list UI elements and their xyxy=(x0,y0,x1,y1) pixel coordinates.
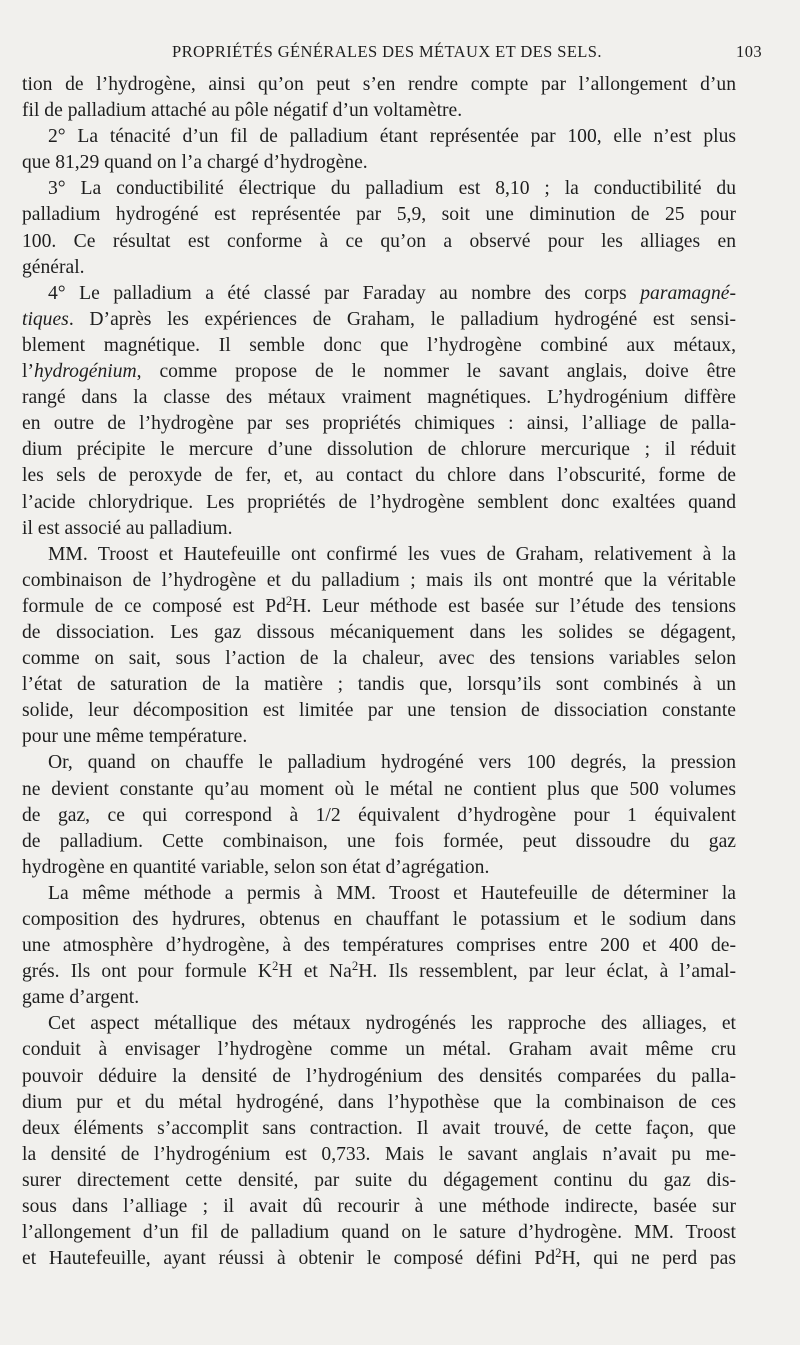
text-line: formule de ce composé est Pd$^2$H. Leur méthode est basée sur l’étude des tensions xyxy=(22,593,736,617)
text-line: combinaison de l’hydrogène et du palladium ; mais ils ont montré que la véritable xyxy=(22,569,736,591)
text-line: 3° La conductibilité électrique du palladium est 8,10 ; la conductibilité du xyxy=(48,178,736,200)
text-line: la densité de l’hydrogénium est 0,733. Mais le savant anglais n’avait pu me- xyxy=(22,1143,736,1165)
text-line: Or, quand on chauffe le palladium hydrogéné vers 100 degrés, la pression xyxy=(48,752,736,774)
text-line: une atmosphère d’hydrogène, à des températures comprises entre 200 et 400 de- xyxy=(22,935,736,957)
text-line: rangé dans la classe des métaux vraiment magnétiques. L’hydrogénium diffère xyxy=(22,387,736,409)
text-line: les sels de peroxyde de fer, et, au contact du chlore dans l’obscurité, forme de xyxy=(22,465,736,487)
text-line: game d’argent. xyxy=(22,987,140,1009)
text-line: hydrogène en quantité variable, selon son état d’agrégation. xyxy=(22,856,490,878)
text-line: de palladium. Cette combinaison, une fois formée, peut dissoudre du gaz xyxy=(22,830,736,852)
text-line: dium précipite le mercure d’une dissolution de chlorure mercurique ; il réduit xyxy=(22,439,736,461)
text-line: l’allongement d’un fil de palladium quand on le sature d’hydrogène. MM. Troost xyxy=(22,1222,736,1244)
page-header xyxy=(22,42,774,70)
text-line: dium pur et du métal hydrogéné, dans l’hypothèse que la combinaison de ces xyxy=(22,1091,736,1113)
text-line: deux éléments s’accomplit sans contraction. Il avait trouvé, de cette façon, que xyxy=(22,1117,736,1139)
text-line: solide, leur décomposition est limitée par une tension de dissociation constante xyxy=(22,700,736,722)
text-line: tion de l’hydrogène, ainsi qu’on peut s’en rendre compte par l’allongement d’un xyxy=(22,74,736,95)
text-line: 4° Le palladium a été classé par Faraday au nombre des corps paramagné- xyxy=(48,282,736,304)
text-line: l’état de saturation de la matière ; tandis que, lorsqu’ils sont combinés à un xyxy=(22,674,736,696)
text-line: fil de palladium attaché au pôle négatif d’un voltamètre. xyxy=(22,100,463,122)
text-line: général. xyxy=(22,256,85,278)
text-line: ne devient constante qu’au moment où le métal ne contient plus que 500 volumes xyxy=(22,778,736,800)
text-line: pouvoir déduire la densité de l’hydrogénium des densités comparées du palla- xyxy=(22,1065,736,1087)
text-line: de gaz, ce qui correspond à 1/2 équivalent d’hydrogène pour 1 équivalent xyxy=(22,804,736,826)
text-line: La même méthode a permis à MM. Troost et Hautefeuille de déterminer la xyxy=(48,882,736,904)
text-line: blement magnétique. Il semble donc que l’hydrogène combiné aux métaux, xyxy=(22,334,736,356)
text-line: tiques. D’après les expériences de Graham, le palladium hydrogéné est sensi- xyxy=(22,308,736,330)
text-line: comme on sait, sous l’action de la chaleur, avec des tensions variables selon xyxy=(22,648,736,670)
text-line: et Hautefeuille, ayant réussi à obtenir le composé défini Pd$^2$H, qui ne perd pas xyxy=(22,1246,736,1270)
text-line: palladium hydrogéné est représentée par 5,9, soit une diminution de 25 pour xyxy=(22,204,736,226)
text-line: surer directement cette densité, par suite du dégagement continu du gaz dis- xyxy=(22,1169,736,1191)
text-line: composition des hydrures, obtenus en chauffant le potassium et le sodium dans xyxy=(22,909,736,930)
text-line: conduit à envisager l’hydrogène comme un métal. Graham avait même cru xyxy=(22,1039,736,1061)
text-line: l’acide chlorydrique. Les propriétés de l’hydrogène semblent donc exaltées quand xyxy=(22,491,736,513)
text-line: en outre de l’hydrogène par ses propriétés chimiques : ainsi, l’alliage de palla- xyxy=(22,413,736,435)
text-line: sous dans l’alliage ; il avait dû recourir à une méthode indirecte, basée sur xyxy=(22,1196,736,1218)
text-line: pour une même température. xyxy=(22,726,248,748)
text-line: grés. Ils ont pour formule $K^2H$ et Na$^2$H. Ils ressemblent, par leur éclat, à l’amal- xyxy=(22,959,736,983)
text-line: 2° La ténacité d’un fil de palladium étant représentée par 100, elle n’est plus xyxy=(48,126,736,148)
text-line: MM. Troost et Hautefeuille ont confirmé les vues de Graham, relativement à la xyxy=(48,543,736,565)
text-line: de dissociation. Les gaz dissous mécaniquement dans les solides se dégagent, xyxy=(22,621,736,643)
text-line: que 81,29 quand on l’a chargé d’hydrogène. xyxy=(22,152,368,174)
text-line: il est associé au palladium. xyxy=(22,517,233,539)
text-line: l’hydrogénium, comme propose de le nommer le savant anglais, doive être xyxy=(22,361,736,383)
text-line: Cet aspect métallique des métaux nydrogénés les rapproche des alliages, et xyxy=(48,1013,736,1035)
body-text xyxy=(22,72,736,1272)
text-line: 100. Ce résultat est conforme à ce qu’on a observé pour les alliages en xyxy=(22,230,736,252)
page-number: 103 xyxy=(736,42,762,61)
running-title: PROPRIÉTÉS GÉNÉRALES DES MÉTAUX ET DES SELS. xyxy=(172,42,602,61)
